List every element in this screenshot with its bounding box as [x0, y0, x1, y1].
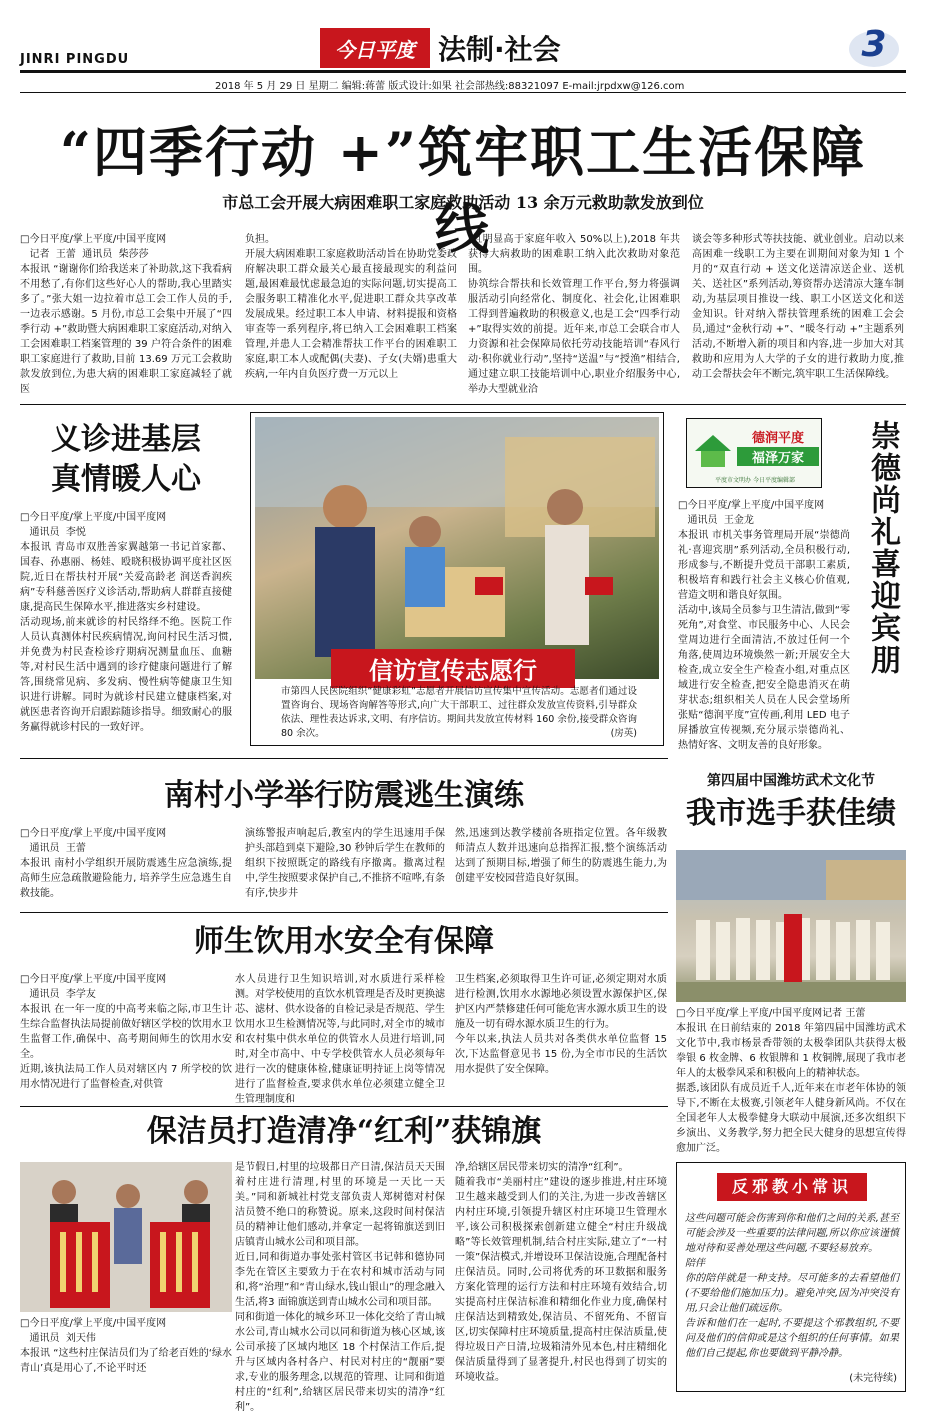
cleaner-column-1: [20, 1316, 232, 1392]
yizhen-story: [20, 510, 232, 750]
lead-column-2: 负担。 开展大病困难职工家庭救助活动旨在协助党委政府解决职工群众最关心最直接最现实的利益问题,最困难最忧虑最急迫的实际问题,切实提高工会服务职工精准化水平,促进职工群众共享改革发展成果。经过职工本人申请、材料提报和资格审查等一系列程序,将已纳入工会困难职工档案管理,并患人工会精准帮扶工作平台的困难职工家庭,职工本人或配偶(夫妻)、子女(夫婿)患重大疾病,一年内自负医疗费一万元以上: [245, 234, 457, 380]
cleaner-column-2: 是节假日,村里的垃圾都日产日清,保洁员天天围着村庄进行清理,村里的环境是一天比一天美。”同和新城社村党支部负责人郑树德对村保洁员赞不绝口的称赞说。原来,这段时间村保洁员的精神让他们感动,并拿定一起将锦旗送到旧店镇青山城水公司和项目部。 近日,同和街道办事处张村管区书记韩和德协同李先在管区主要致力于在农村和城市活动与同和,将“治理”和“青山绿水,钱山银山”的理念融入生活,将3 面锦旗送到青山城水公司和项目部。 同和街道一体化的城乡环卫一体化交给了青山城水公司,青山城水公司以同和街道为核心区域,该公司承接了区域内地区 18 个村保洁工作后,提升与区域内各村各户、村民对村庄的“靓丽”要求,专业的服务理念,以规范的管理、让同和街道村庄的“红利”,给辖区居民带来切实的清净“红利”。: [235, 1162, 445, 1413]
wushu-photo: [676, 850, 906, 1002]
nancun-column-3: 然,迅速到达教学楼前各班指定位置。各年级教师清点人数并迅速向总指挥汇报,整个演练活动达到了预期目标,增强了师生的防震逃生能力,为创建平安校园营造良好氛围。: [455, 828, 667, 884]
center-caption-credit: (房英): [610, 728, 637, 739]
cleaner-column-3: 净,给辖区居民带来切实的清净“红利”。 随着我市“美丽村庄”建设的逐步推进,村庄环境卫生越来越受到人们的关注,为进一步改善辖区内村庄环境,引领提升辖区村庄环境卫生管理水平,该公司积极探索创新建立健全“村庄升级战略”等长效管理机制,结合村庄实际,建立了“一村一策”保洁模式,并增设环卫保洁设施,合理配备村庄保洁员。同时,公司将优秀的环卫数据和服务方案化管理的运行方法和村庄环境有效结合,切实提高村庄保洁标准和精细化作业力度,确保村庄保洁达到精致处,保洁员、不留死角、不留盲区,切实保障村庄环境质量,提高村庄保洁质量,使得垃圾日产日清,垃圾箱清外见本色,村庄精细化保洁质量得到了显著提升,村民也得到了切实的环境收益。: [455, 1162, 667, 1383]
wushu-photo-icon: [676, 850, 906, 1002]
wushu-kicker: 第四届中国潍坊武术文化节: [707, 773, 875, 789]
lead-col1-text: 本报讯 “谢谢你们给我送来了补助款,这下我看病不用愁了,有你们这些好心人的帮助,我心里踏实多了。”张大姐一边拉着市总工会工作人员的手,一边表示感谢。5 月份,市总工会集中开展了“四季行动 +”救助暨大病困难职工家庭活动,对纳入工会困难职工档案管理的 39 户符合条件的困难职工家庭进行了救助,目前 13.69 万元工会救助款发放到位,为患大病的困难职工家庭减轻了就医: [20, 264, 232, 395]
page-number: [848, 24, 900, 70]
volunteer-photo: [255, 417, 659, 679]
meta-rule: [20, 92, 906, 93]
lead-headline: “四季行动 +”筑牢职工生活保障线: [59, 120, 867, 261]
masthead-rule: [20, 70, 906, 73]
divider: [20, 1106, 668, 1107]
wushu-headline: 我市选手获佳绩: [686, 796, 896, 831]
cleaner-byline: □今日平度/掌上平度/中国平度网 通讯员 刘天伟: [20, 1318, 167, 1344]
section-title: 法制·社会: [438, 33, 561, 66]
wushu-byline: □今日平度/掌上平度/中国平度网记者 王蕾: [676, 1008, 866, 1019]
cleaner-col1-text: 本报讯 “这些村庄保洁员们为了给老百姓的‘绿水青山’真是用心了,不论平时还: [20, 1348, 232, 1374]
water-column-1: [20, 972, 232, 1100]
masthead-meta: 2018 年 5 月 29 日 星期二 编辑:蒋蕾 版式设计:如果 社会部热线:88321097 E-mail:jrpdxw@126.com: [215, 81, 685, 92]
nancun-headline: 南村小学举行防震逃生演练: [164, 778, 524, 813]
water-column-3: 卫生档案,必须取得卫生许可证,必须定期对水质进行检测,饮用水水源地必须设置水源保护区,保护区内严禁修建任何可能危害水源水质卫生的设施及一切有碍水源水质卫生的行为。 今年以来,执法人员共对各类供水单位监督 15 次,下达监督意见书 15 份,为全市市民的生活饮用水提供了安全保障。: [455, 974, 667, 1075]
wushu-body: 本报讯 在日前结束的 2018 年第四届中国潍坊武术文化节中,我市杨景香带领的太极拳团队共获得太极拳银 6 枚金牌、6 枚银牌和 1 枚铜牌,展现了我市老年人的太极拳风采和积极向上的精神状态。 据悉,该团队有成员近千人,近年来在市老年体协的领导下,不断在太极赛,引领老年人健身新风尚。不仅在全国老年人太极拳健身大联动中展演,还多次组织下乡演出、义务教学,努力把全民大健身的思想宣传得愈加广泛。: [676, 1023, 906, 1154]
center-photo-box: [250, 412, 664, 746]
derun-logo-line2: 福泽万家: [737, 447, 819, 466]
lead-column-4: 谈会等多种形式等扶技能、就业创业。启动以来高困难一线职工为主要在训期间对象为知 1 个月的“双直行动 + 送文化送清凉送企业、送机关、送社区”系列活动,筹资帮办送清凉大篷车制动,为基层项目推设一线、职工小区送文化和送金知识。针对纳入帮扶管理系统的困难工会会员,通过“金秋行动 +”、“暖冬行动 +”主题系列活动,不断增入新的项目和内容,进一步加大对其救助和应用为人大学的子女的进行救助力度,推动工会帮扶会年不断完,筑牢职工生活保障线。: [692, 234, 904, 380]
house-icon: [693, 431, 733, 471]
chongde-headline: 崇德尚礼喜迎宾朋: [865, 420, 900, 676]
nancun-column-1: [20, 826, 232, 906]
nancun-col1-text: 本报讯 南村小学组织开展防震逃生应急演练,提高师生应急疏散避险能力, 培养学生应急逃生自救技能。: [20, 858, 232, 899]
center-photo-caption: [281, 685, 637, 743]
divider: [20, 404, 906, 405]
xiejiao-box: [676, 1162, 906, 1392]
water-column-2: 水人员进行卫生知识培训,对水质进行采样检测。对学校使用的直饮水机管理是否及时更换滤芯、滤材、供水设备的自检记录是否规范、学生饮用水卫生检测情况等,与此同时,对全市的城市和农村集中供水单位的供管水人员进行培训,同时,对全市高中、中专学校供管水人员必须每年进行一次的健康体检,健康证明持证上岗等情况进行了监督检查,要求供水单位必须建立健全卫生管理制度和: [235, 974, 445, 1105]
nancun-byline: □今日平度/掌上平度/中国平度网 通讯员 王蕾: [20, 828, 167, 854]
derun-logo-line1: 德润平度: [751, 431, 804, 446]
center-caption-text: 市第四人民医院组织“健康彩虹”志愿者开展信访宣传集中宣传活动。志愿者们通过设置咨询台、现场咨询解答等形式,向广大干部职工、过往群众发放宣传资料,引导群众依法、理性表达诉求,文明、有序信访。期间共发放宣传材料 160 余份,接受群众咨询 80 余次。: [281, 686, 637, 739]
xiejiao-tag: 反邪教小常识: [717, 1173, 867, 1201]
xiejiao-body: 这些问题可能会伤害到你和他们之间的关系,甚至可能会涉及一些重要的法律问题,所以你应该谨慎地对待和妥善处理这些问题,不要轻易放弃。 陪伴 你的陪伴就是一种支持。尽可能多的去看望他们(不要给他们施加压力)。避免冲突,因为冲突没有用,只会让他们疏远你。 告诉和他们在一起时,不要提这个邪教组织,不要问及他们的信仰或是这个组织的任何事情。如果他们自己提起,你也要做到平静冷静。: [685, 1213, 899, 1359]
page-number-text: 3: [861, 24, 887, 65]
derun-logo: [686, 418, 822, 488]
center-photo-banner: 信访宣传志愿行: [331, 649, 575, 688]
chongde-byline: □今日平度/掌上平度/中国平度网 通讯员 王金龙: [678, 500, 825, 526]
cleaner-headline: 保洁员打造清净“红利”获锦旗: [146, 1114, 542, 1149]
yizhen-headline-line1: 义诊进基层: [51, 422, 201, 457]
xiejiao-footer: (未完待续): [849, 1373, 897, 1384]
water-col1-text: 本报讯 在一年一度的中高考来临之际,市卫生计生综合监督执法局提前做好辖区学校的饮用水卫生监督工作,确保中、高考期间师生的饮用水安全。 近期,该执法局工作人员对辖区内 7 所学校的饮用水情况进行了监督检查,对供管: [20, 1004, 232, 1090]
nancun-column-2: 演练警报声响起后,教室内的学生迅速用手保护头部趋到桌下避险,30 秒钟后学生在教师的组织下按照既定的路线有序撤离。撤离过程中,学生按照要求保护自己,不推挤不喧哗,有条有序,快步井: [245, 828, 445, 899]
divider: [20, 758, 668, 759]
masthead-left-label: JINRI PINGDU: [20, 52, 130, 67]
yizhen-headline: [20, 420, 232, 500]
water-headline: 师生饮用水安全有保障: [194, 924, 494, 959]
lead-column-1: [20, 232, 232, 398]
yizhen-body: 本报讯 青岛市双胜善家翼越第一书记首家都、国春、孙惠丽、杨娃、殴晓积极协调平度社区医院,近日在帮扶村开展“关爱高龄老 润送香润疾病”专科慈善医疗义诊活动,帮助病人群群直接健康,提高民生保障水平,推进落实乡村建设。 活动现场,前来就诊的村民络绎不绝。医院工作人员认真测体村民疾病情况,询问村民生活习惯,并免费为村民查检诊疗期病况测量血压、血糖等,对村民生活中遇到的诊疗健康问题进行了解答,围绕常见病、多发病、慢性病等健康卫生知识进行讲解。同时为就诊村民建立健康档案,对就医患者咨询开启跟踪随诊指导。细致耐心的服务赢得就诊村民的一致好评。: [20, 542, 232, 733]
yizhen-headline-line2: 真情暖人心: [51, 462, 201, 497]
lead-byline: □今日平度/掌上平度/中国平度网 记者 王蕾 通讯员 柴莎莎: [20, 234, 167, 260]
cleaner-photo: [20, 1162, 232, 1312]
lead-subtitle: 市总工会开展大病困难职工家庭救助活动 13 余万元救助款发放到位: [222, 193, 704, 212]
water-byline: □今日平度/掌上平度/中国平度网 通讯员 李学友: [20, 974, 167, 1000]
newspaper-logo: 今日平度: [320, 28, 430, 68]
volunteer-photo-icon: [255, 417, 659, 679]
lead-column-3: (且明显高于家庭年收入 50%以上),2018 年共获得大病救助的困难职工纳入此次救助对象范围。 协筑综合帮扶和长效管理工作平台,努力将强调服活动引向经常化、制度化、社会化,让困难职工得到普遍救助的积极意义,也是工会“四季行动 +”取得实效的前提。近年来,市总工会联合市人力资源和社会保障局依托劳动技能培训“春风行动·积你就业行动”,坚持“送温”与“授渔”相结合,通过建立职工技能培训中心,职业介绍服务中心,举办大型就业洽: [468, 234, 680, 395]
chongde-story: [678, 498, 850, 752]
chongde-body: 本报讯 市机关事务管理局开展“崇德尚礼·喜迎宾朋”系列活动,全员积极行动,形成参与,不断提升党员干部职工素质,积极培育和践行社会主义核心价值观,营造文明和谐良好氛围。 活动中,该局全员参与卫生清洁,做到“零死角”,对食堂、市民服务中心、人民会堂周边进行全面清洁,不放过任何一个角落,使周边环境焕然一新;开展安全大检查,成立安全生产检查小组,对重点区域进行安全检查,把安全隐患消灭在萌芽状态;组织相关人员在人民会堂场所张贴“德润平度”宣传画,利用 LED 电子屏播放宣传视频,充分展示崇德尚礼、热情好客、文明友善的良好形象。: [678, 530, 850, 751]
divider: [20, 912, 668, 913]
derun-logo-footer: 平度市文明办 今日平度编辑部: [715, 477, 795, 484]
yizhen-byline: □今日平度/掌上平度/中国平度网 通讯员 李悦: [20, 512, 167, 538]
cleaner-photo-icon: [20, 1162, 232, 1312]
wushu-story: [676, 1006, 906, 1156]
